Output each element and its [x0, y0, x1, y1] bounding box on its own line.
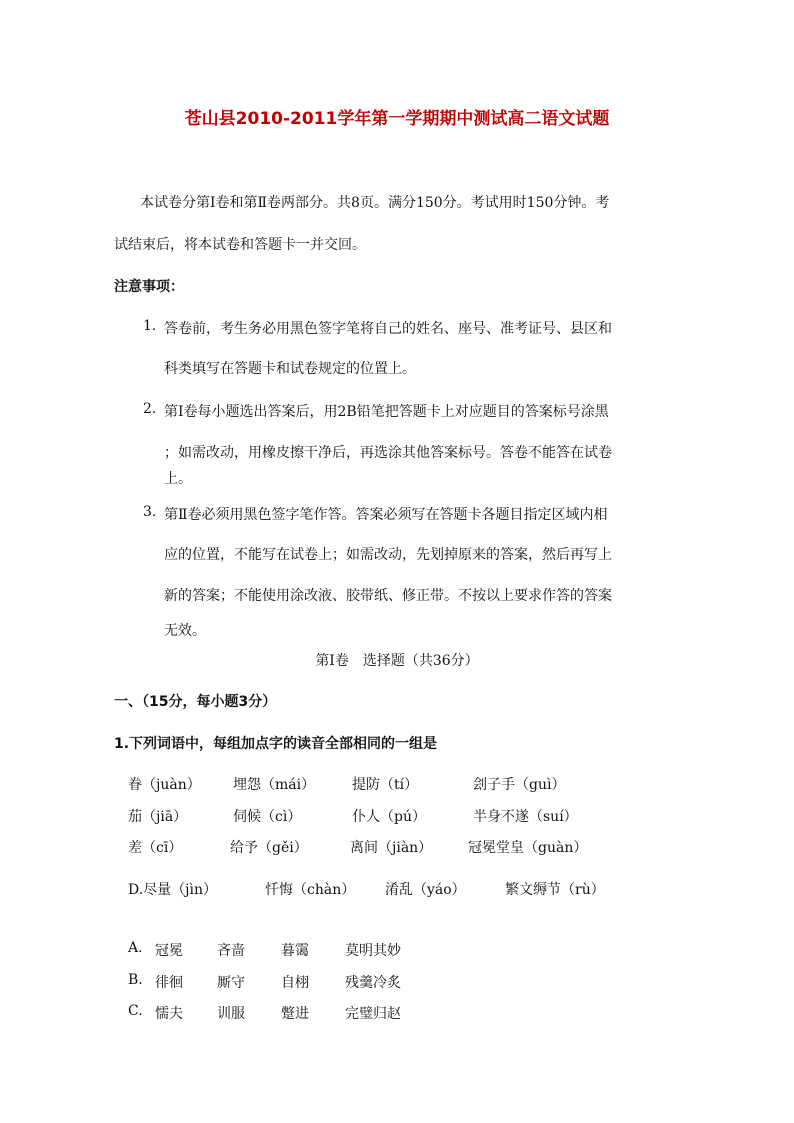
q2-word: 厮守 [217, 975, 245, 991]
q1-item: 眷（juàn） [128, 777, 201, 793]
q2-word: 完璧归赵 [345, 1006, 401, 1022]
notice-3-line-4: 无效。 [164, 623, 206, 639]
q1-item: 冠冕堂皇（guàn） [468, 840, 588, 856]
q1-item: 离间（jiàn） [350, 840, 433, 856]
intro-line-1: 本试卷分第Ⅰ卷和第Ⅱ卷两部分。共8页。满分150分。考试用时150分钟。考 [140, 195, 610, 211]
intro-line-2: 试结束后，将本试卷和答题卡一并交回。 [114, 237, 366, 253]
notice-2-line-1: 第Ⅰ卷每小题选出答案后，用2B铅笔把答题卡上对应题目的答案标号涂黑 [164, 404, 609, 420]
notice-number-2: 2. [143, 401, 157, 417]
q1-item: 繁文缛节（rù） [505, 882, 605, 898]
q1-item: 半身不遂（suí） [473, 809, 578, 825]
notice-heading: 注意事项： [114, 279, 184, 295]
q1-item: 差（cī） [128, 840, 183, 856]
question-1-stem: 1.下列词语中，每组加点字的读音全部相同的一组是 [114, 736, 438, 752]
q1-item: 淆乱（yáo） [385, 882, 466, 898]
q1-item: 给予（gěi） [230, 840, 308, 856]
notice-number-1: 1. [143, 318, 157, 334]
q1-item: 埋怨（mái） [233, 777, 316, 793]
q2-word: 蹩进 [281, 1006, 309, 1022]
document-title: 苍山县2010-2011学年第一学期期中测试高二语文试题 [184, 109, 610, 129]
q2-option-letter: A. [128, 940, 143, 956]
notice-3-line-2: 应的位置，不能写在试卷上；如需改动，先划掉原来的答案，然后再写上 [164, 547, 612, 563]
notice-number-3: 3. [143, 504, 157, 520]
notice-2-line-3: 上。 [164, 471, 192, 487]
q2-word: 训服 [217, 1006, 245, 1022]
q1-item: 仆人（pú） [352, 809, 426, 825]
q2-word: 吝啬 [217, 943, 245, 959]
notice-1-line-1: 答卷前，考生务必用黑色签字笔将自己的姓名、座号、准考证号、县区和 [164, 321, 612, 337]
notice-2-line-2: ；如需改动，用橡皮擦干净后，再选涂其他答案标号。答卷不能答在试卷 [164, 445, 612, 461]
q1-item: D.尽量（jìn） [128, 882, 218, 898]
q1-item: 刽子手（guì） [473, 777, 566, 793]
q1-item: 茄（jiā） [128, 809, 188, 825]
notice-1-line-2: 科类填写在答题卡和试卷规定的位置上。 [164, 361, 416, 377]
notice-3-line-1: 第Ⅱ卷必须用黑色签字笔作答。答案必须写在答题卡各题目指定区域内相 [164, 507, 608, 523]
section-title: 第Ⅰ卷 选择题（共36分） [315, 653, 479, 669]
q1-item: 忏悔（chàn） [265, 882, 356, 898]
q2-option-letter: C. [128, 1003, 143, 1019]
q2-word: 暮霭 [281, 943, 309, 959]
q1-item: 伺候（cì） [233, 809, 302, 825]
q2-option-letter: B. [128, 972, 143, 988]
part-one-heading: 一、（15分，每小题3分） [114, 694, 277, 710]
q2-word: 懦夫 [155, 1006, 183, 1022]
q2-word: 冠冕 [155, 943, 183, 959]
q1-item: 提防（tí） [352, 777, 419, 793]
q2-word: 徘徊 [155, 975, 183, 991]
notice-3-line-3: 新的答案；不能使用涂改液、胶带纸、修正带。不按以上要求作答的答案 [164, 588, 612, 604]
q2-word: 残羹冷炙 [345, 975, 401, 991]
q2-word: 莫明其妙 [345, 943, 401, 959]
q2-word: 自栩 [281, 975, 309, 991]
